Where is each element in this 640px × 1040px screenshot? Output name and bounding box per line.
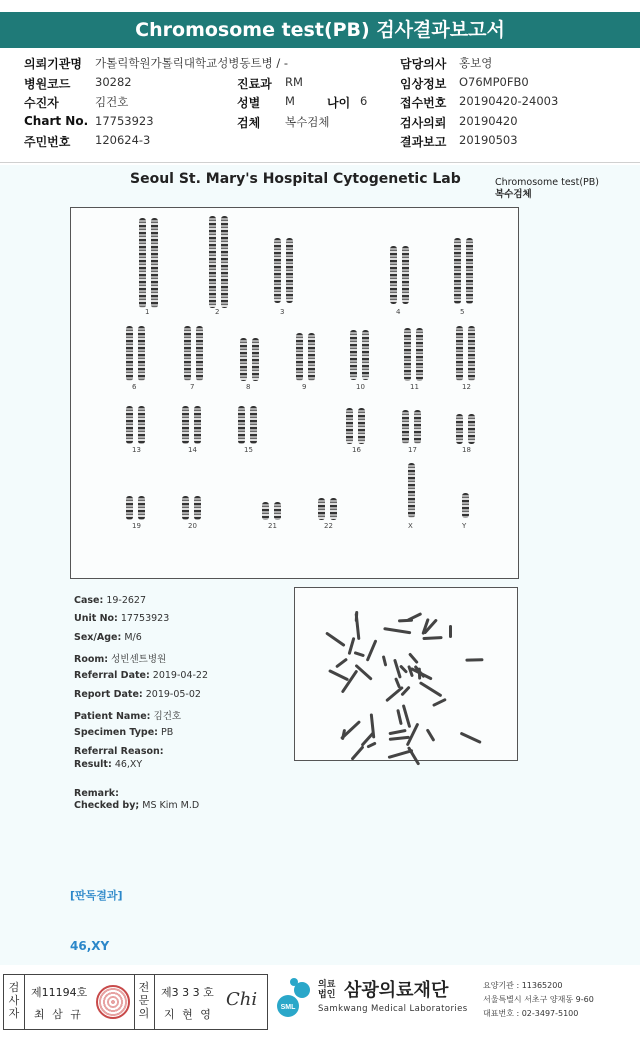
chromosome-3-b [286, 238, 293, 303]
checked-value: MS Kim M.D [142, 800, 200, 811]
chromosome-label-Y: Y [462, 522, 467, 530]
scan-result-value: 46,XY [114, 759, 143, 770]
chart-value: 17753923 [95, 114, 154, 128]
signature-icon: Chi [226, 989, 258, 1010]
chromosome-22-b [330, 498, 337, 520]
spread-chromosome [341, 670, 359, 694]
spread-chromosome [354, 651, 365, 657]
address: 서울특별시 서초구 양재동 9-60 [483, 995, 594, 1004]
interpretation-heading: [판독결과] [70, 889, 123, 902]
clinical-label: 임상정보 [400, 77, 447, 91]
spread-chromosome [398, 619, 413, 623]
specialist-label: 전 문 의 [138, 981, 150, 1020]
spread-chromosome [459, 732, 482, 745]
sexage-value: M/6 [124, 632, 142, 643]
scanned-report [0, 165, 640, 965]
chromosome-10-b [362, 330, 369, 380]
chromosome-label-1: 1 [145, 308, 150, 316]
age-label: 나이 [327, 96, 351, 110]
idnum-value: 120624-3 [95, 133, 151, 147]
scan-header-right [495, 177, 599, 201]
spread-chromosome [325, 631, 345, 646]
spread-chromosome [408, 653, 419, 665]
spread-chromosome [328, 669, 349, 681]
chromosome-label-11: 11 [410, 383, 419, 391]
chromosome-9-b [308, 333, 315, 381]
org-english-name: Samkwang Medical Laboratories [318, 1004, 468, 1014]
referral-reason-label: Referral Reason: [74, 746, 164, 757]
chromosome-label-2: 2 [215, 308, 220, 316]
phone-number: 대표번호 : 02-3497-5100 [483, 1009, 579, 1018]
signatures-box [3, 974, 268, 1030]
chromosome-13-b [138, 406, 145, 444]
tester-license: 제11194호 [31, 986, 88, 999]
checked-label: Checked by; [74, 800, 140, 811]
chromosome-9-a [296, 333, 303, 381]
dept-label: 진료과 [237, 77, 272, 91]
spread-chromosome [340, 729, 345, 741]
chromosome-X-a [408, 463, 415, 518]
chromosome-label-8: 8 [246, 383, 251, 391]
chromosome-8-b [252, 338, 259, 381]
room-value: 성빈센트병원 [111, 654, 167, 665]
chromosome-20-a [182, 496, 189, 520]
specimen-type-label: Specimen Type: [74, 727, 158, 738]
chromosome-label-6: 6 [132, 383, 137, 391]
unit-value: 17753923 [120, 613, 170, 624]
spread-chromosome [411, 667, 433, 680]
chromosome-16-b [358, 408, 365, 444]
hospital-value: 가톨릭학원가톨릭대학교성병동트병 / - [95, 56, 289, 70]
chromosome-label-3: 3 [280, 308, 285, 316]
code-value: 30282 [95, 75, 132, 89]
chromosome-1-b [151, 218, 158, 308]
chromosome-15-a [238, 406, 245, 444]
scan-specimen: 복수검체 [495, 189, 532, 200]
doctor-value: 홍보영 [459, 56, 493, 70]
report-date-label: 결과보고 [400, 135, 447, 149]
spread-chromosome [418, 668, 421, 680]
hospital-label: 의뢰기관명 [24, 57, 82, 71]
chromosome-label-17: 17 [408, 446, 417, 454]
chromosome-11-b [416, 328, 423, 381]
chromosome-label-20: 20 [188, 522, 197, 530]
chromosome-label-21: 21 [268, 522, 277, 530]
chromosome-label-15: 15 [244, 446, 253, 454]
age-value: 6 [360, 94, 368, 108]
report-date-value-scan: 2019-05-02 [145, 689, 201, 700]
lab-title: Seoul St. Mary's Hospital Cytogenetic Lab [130, 171, 461, 187]
spread-chromosome [335, 657, 348, 668]
spread-chromosome [466, 659, 484, 662]
chromosome-label-X: X [408, 522, 413, 530]
receipt-value: 20190420-24003 [459, 94, 559, 108]
org-prefix: 의료 법인 [318, 980, 336, 1000]
chromosome-2-b [221, 216, 228, 308]
code-label: 병원코드 [24, 77, 71, 91]
receipt-label: 접수번호 [400, 96, 447, 110]
chromosome-5-b [466, 238, 473, 304]
remark-label: Remark: [74, 788, 119, 799]
chromosome-20-b [194, 496, 201, 520]
chromosome-6-a [126, 326, 133, 381]
report-footer [0, 968, 640, 1040]
chromosome-label-12: 12 [462, 383, 471, 391]
chromosome-19-a [126, 496, 133, 520]
room-label: Room: [74, 654, 109, 665]
chromosome-4-b [402, 246, 409, 304]
spread-chromosome [422, 636, 442, 640]
sex-value: M [285, 94, 295, 108]
spread-chromosome [396, 709, 403, 725]
chromosome-13-a [126, 406, 133, 444]
report-date-value: 20190503 [459, 133, 518, 147]
chromosome-18-b [468, 414, 475, 444]
interpretation-result: 46,XY [70, 939, 110, 953]
idnum-label: 주민번호 [24, 135, 71, 149]
scan-test-name: Chromosome test(PB) [495, 177, 600, 188]
chromosome-21-a [262, 502, 269, 520]
case-value: 19-2627 [106, 595, 147, 606]
chromosome-5-a [454, 238, 461, 304]
patient-name-value: 김건호 [153, 711, 182, 722]
spread-chromosome [426, 728, 436, 742]
chromosome-6-b [138, 326, 145, 381]
referral-date-value: 2019-04-22 [152, 670, 209, 681]
chromosome-4-a [390, 246, 397, 304]
chromosome-label-18: 18 [462, 446, 471, 454]
request-value: 20190420 [459, 114, 518, 128]
chromosome-2-a [209, 216, 216, 308]
logo-text: SML [280, 1004, 296, 1011]
chromosome-12-b [468, 326, 475, 381]
dept-value: RM [285, 75, 303, 89]
chromosome-7-b [196, 326, 203, 381]
institution-code: 요양기관 : 11365200 [483, 981, 563, 990]
chromosome-14-b [194, 406, 201, 444]
chart-label: Chart No. [24, 114, 89, 128]
chromosome-12-a [456, 326, 463, 381]
spread-chromosome [350, 745, 364, 761]
sex-label: 성별 [237, 96, 261, 110]
doctor-label: 담당의사 [400, 57, 447, 71]
chromosome-label-14: 14 [188, 446, 197, 454]
sexage-label: Sex/Age: [74, 632, 122, 643]
spread-chromosome [365, 639, 377, 662]
chromosome-17-a [402, 410, 409, 444]
chromosome-label-22: 22 [324, 522, 333, 530]
clinical-value: O76MP0FB0 [459, 75, 529, 89]
report-title: Chromosome test(PB) 검사결과보고서 [0, 12, 640, 48]
chromosome-21-b [274, 502, 281, 520]
spread-chromosome [366, 741, 376, 748]
spread-chromosome [381, 655, 387, 667]
tester-seal-icon [96, 985, 130, 1019]
chromosome-11-a [404, 328, 411, 381]
specialist-name: 지 현 영 [164, 1008, 213, 1021]
chromosome-19-b [138, 496, 145, 520]
spread-chromosome [388, 729, 406, 735]
scan-result-label: Result: [74, 759, 112, 770]
chromosome-8-a [240, 338, 247, 381]
spread-chromosome [401, 704, 411, 728]
spread-chromosome [406, 745, 420, 765]
chromosome-Y-a [462, 493, 469, 518]
chromosome-7-a [184, 326, 191, 381]
chromosome-22-a [318, 498, 325, 520]
chromosome-3-a [274, 238, 281, 303]
spread-chromosome [419, 681, 443, 697]
patient-label: 수진자 [24, 96, 59, 110]
patient-info-panel [0, 50, 640, 163]
spread-chromosome [449, 625, 452, 638]
specimen-value: 복수검체 [285, 115, 330, 129]
tester-name: 최 삼 규 [34, 1008, 83, 1021]
tester-label: 검 사 자 [8, 981, 20, 1020]
unit-label: Unit No: [74, 613, 118, 624]
chromosome-14-a [182, 406, 189, 444]
chromosome-1-a [139, 218, 146, 308]
chromosome-15-b [250, 406, 257, 444]
chromosome-label-4: 4 [396, 308, 401, 316]
patient-value: 김건호 [95, 95, 129, 109]
sml-logo-icon [272, 976, 314, 1018]
chromosome-17-b [414, 410, 421, 444]
chromosome-label-13: 13 [132, 446, 141, 454]
specimen-type-value: PB [161, 727, 174, 738]
specimen-label: 검체 [237, 116, 261, 130]
request-label: 검사의뢰 [400, 116, 447, 130]
chromosome-16-a [346, 408, 353, 444]
case-label: Case: [74, 595, 104, 606]
chromosome-label-16: 16 [352, 446, 361, 454]
chromosome-label-19: 19 [132, 522, 141, 530]
chromosome-18-a [456, 414, 463, 444]
spread-chromosome [432, 698, 447, 707]
chromosome-label-9: 9 [302, 383, 307, 391]
referral-date-label: Referral Date: [74, 670, 150, 681]
chromosome-label-5: 5 [460, 308, 465, 316]
org-name: 삼광의료재단 [344, 980, 449, 1001]
chromosome-label-10: 10 [356, 383, 365, 391]
spread-chromosome [384, 627, 412, 634]
specialist-license: 제3 3 3 호 [161, 986, 214, 999]
chromosome-label-7: 7 [190, 383, 195, 391]
report-date-label-scan: Report Date: [74, 689, 143, 700]
patient-name-label: Patient Name: [74, 711, 151, 722]
karyotype-image [70, 207, 519, 579]
chromosome-10-a [350, 330, 357, 380]
metaphase-spread-image [294, 587, 518, 761]
